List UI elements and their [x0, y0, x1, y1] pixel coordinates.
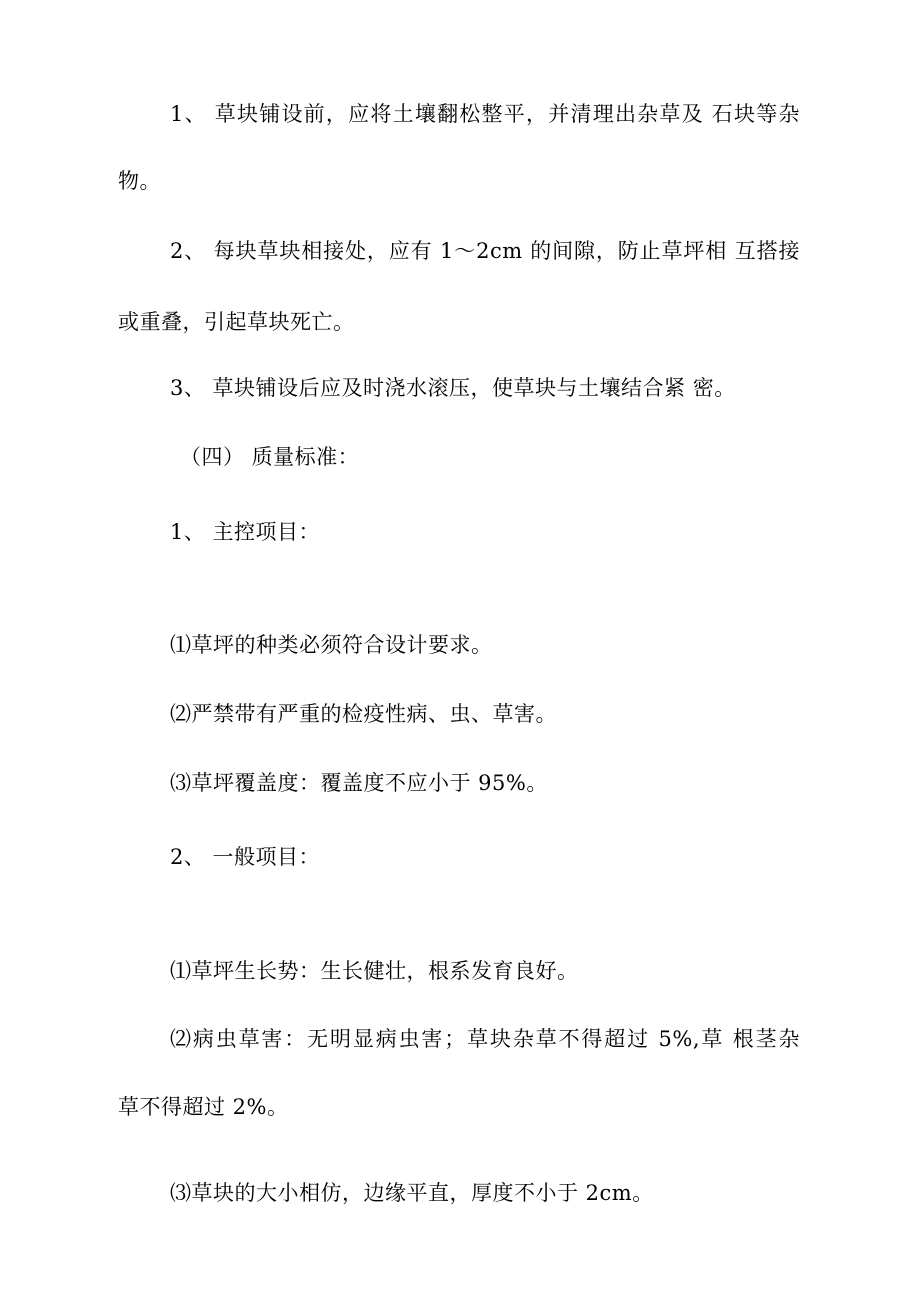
list-item: ⑴草坪的种类必须符合设计要求。 — [170, 633, 493, 657]
paragraph-line: 3、 草块铺设后应及时浇水滚压，使草块与土壤结合紧 密。 — [170, 376, 736, 400]
subsection-heading: 1、 主控项目： — [170, 520, 321, 544]
list-item: ⑶草块的大小相仿，边缘平直，厚度不小于 2cm。 — [170, 1181, 654, 1205]
list-item: ⑴草坪生长势：生长健壮，根系发育良好。 — [170, 959, 579, 983]
section-heading: （四） 质量标准： — [180, 445, 360, 469]
list-item: ⑵严禁带有严重的检疫性病、虫、草害。 — [170, 702, 557, 726]
subsection-heading: 2、 一般项目： — [170, 845, 321, 869]
paragraph-line: 物。 — [118, 169, 161, 193]
list-item-continuation: 草不得超过 2%。 — [118, 1095, 289, 1119]
list-item: ⑵病虫草害：无明显病虫害；草块杂草不得超过 5%,草 根茎杂 — [170, 1027, 800, 1051]
paragraph-line: 1、 草块铺设前，应将土壤翻松整平，并清理出杂草及 石块等杂 — [170, 102, 800, 126]
list-item: ⑶草坪覆盖度：覆盖度不应小于 95%。 — [170, 771, 548, 795]
paragraph-line: 2、 每块草块相接处，应有 1～2cm 的间隙，防止草坪相 互搭接 — [170, 239, 800, 263]
paragraph-line: 或重叠，引起草块死亡。 — [118, 310, 355, 334]
